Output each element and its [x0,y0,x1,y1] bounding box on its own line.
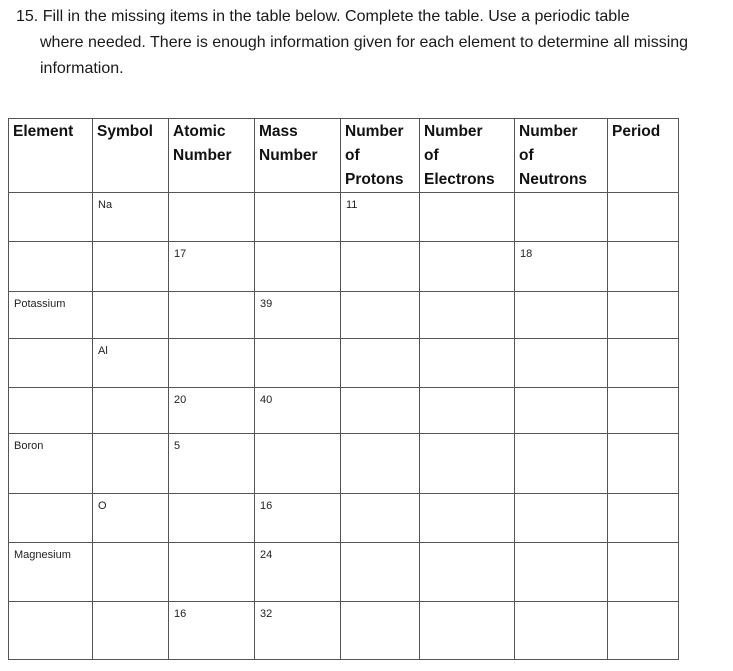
cell-mass-number[interactable]: 24 [255,543,341,602]
cell-element[interactable] [9,602,93,660]
cell-neutrons[interactable] [515,339,608,388]
table-row [9,494,679,543]
cell-mass-number[interactable]: 40 [255,388,341,434]
cell-neutrons[interactable]: 18 [515,242,608,292]
cell-protons[interactable] [341,494,420,543]
cell-protons[interactable] [341,388,420,434]
cell-electrons[interactable] [420,193,515,242]
cell-symbol[interactable]: Na [93,193,169,242]
cell-electrons[interactable] [420,242,515,292]
cell-neutrons[interactable] [515,193,608,242]
header-period: Period [608,119,679,193]
cell-mass-number[interactable] [255,434,341,494]
cell-protons[interactable]: 11 [341,193,420,242]
cell-electrons[interactable] [420,388,515,434]
header-number-of-protons: Number of Protons [341,119,420,193]
cell-mass-number[interactable] [255,242,341,292]
cell-atomic-number[interactable] [169,339,255,388]
question-line-3: information. [40,60,124,77]
cell-symbol[interactable] [93,292,169,339]
table-row [9,434,679,494]
cell-atomic-number[interactable] [169,543,255,602]
cell-element[interactable]: Potassium [9,292,93,339]
cell-symbol[interactable] [93,434,169,494]
header-number-of-neutrons: Number of Neutrons [515,119,608,193]
cell-atomic-number[interactable]: 16 [169,602,255,660]
cell-electrons[interactable] [420,602,515,660]
cell-neutrons[interactable] [515,494,608,543]
cell-atomic-number[interactable] [169,292,255,339]
cell-atomic-number[interactable]: 20 [169,388,255,434]
header-atomic-number: Atomic Number [169,119,255,193]
question-text [16,4,728,82]
cell-neutrons[interactable] [515,602,608,660]
table-row [9,543,679,602]
cell-protons[interactable] [341,543,420,602]
cell-mass-number[interactable] [255,193,341,242]
cell-period[interactable] [608,388,679,434]
question-line-1: 15. Fill in the missing items in the table below. Complete the table. Use a periodic table [16,8,630,25]
cell-electrons[interactable] [420,543,515,602]
header-number-of-electrons: Number of Electrons [420,119,515,193]
table-row [9,339,679,388]
cell-element[interactable] [9,193,93,242]
cell-period[interactable] [608,292,679,339]
cell-symbol[interactable] [93,242,169,292]
cell-mass-number[interactable]: 39 [255,292,341,339]
header-mass-number: Mass Number [255,119,341,193]
cell-period[interactable] [608,602,679,660]
cell-electrons[interactable] [420,434,515,494]
cell-element[interactable]: Boron [9,434,93,494]
cell-protons[interactable] [341,292,420,339]
table-row [9,292,679,339]
cell-symbol[interactable] [93,543,169,602]
cell-protons[interactable] [341,602,420,660]
cell-electrons[interactable] [420,494,515,543]
cell-period[interactable] [608,193,679,242]
question-line-2: where needed. There is enough information given for each element to determine all missing [40,34,689,51]
cell-neutrons[interactable] [515,388,608,434]
table-row [9,193,679,242]
header-symbol: Symbol [93,119,169,193]
cell-period[interactable] [608,543,679,602]
cell-symbol[interactable]: Al [93,339,169,388]
cell-electrons[interactable] [420,292,515,339]
cell-atomic-number[interactable]: 17 [169,242,255,292]
cell-atomic-number[interactable] [169,494,255,543]
table-header-row [9,119,679,193]
table-row [9,388,679,434]
cell-element[interactable] [9,242,93,292]
element-table [8,118,679,660]
cell-neutrons[interactable] [515,434,608,494]
cell-symbol[interactable] [93,602,169,660]
table-row [9,242,679,292]
cell-element[interactable]: Magnesium [9,543,93,602]
cell-element[interactable] [9,388,93,434]
cell-period[interactable] [608,494,679,543]
cell-symbol[interactable]: O [93,494,169,543]
header-element: Element [9,119,93,193]
cell-protons[interactable] [341,434,420,494]
table-row [9,602,679,660]
cell-element[interactable] [9,494,93,543]
cell-electrons[interactable] [420,339,515,388]
cell-symbol[interactable] [93,388,169,434]
cell-element[interactable] [9,339,93,388]
cell-protons[interactable] [341,242,420,292]
cell-period[interactable] [608,339,679,388]
cell-protons[interactable] [341,339,420,388]
cell-neutrons[interactable] [515,292,608,339]
cell-mass-number[interactable] [255,339,341,388]
cell-period[interactable] [608,242,679,292]
cell-period[interactable] [608,434,679,494]
cell-mass-number[interactable]: 32 [255,602,341,660]
cell-mass-number[interactable]: 16 [255,494,341,543]
cell-neutrons[interactable] [515,543,608,602]
cell-atomic-number[interactable]: 5 [169,434,255,494]
cell-atomic-number[interactable] [169,193,255,242]
